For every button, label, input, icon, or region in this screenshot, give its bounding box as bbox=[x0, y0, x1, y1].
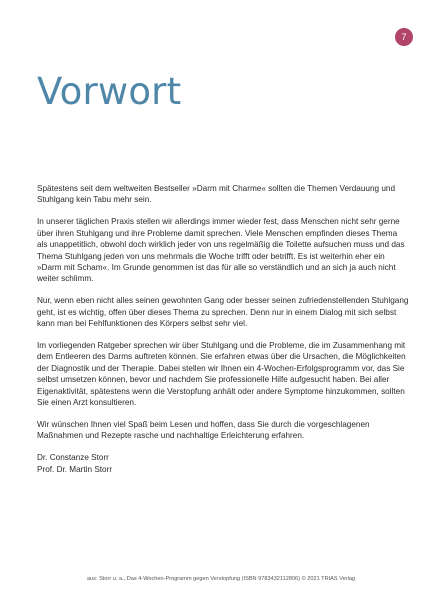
page-number-badge: 7 bbox=[395, 28, 413, 46]
page-title: Vorwort bbox=[37, 70, 182, 113]
paragraph-5: Wir wünschen Ihnen viel Spaß beim Lesen und hoffen, dass Sie durch die vorgeschlagenen Maßnahmen und Rezepte rasche und nachhaltige Erleichterung erfahren. bbox=[37, 419, 370, 441]
author-2: Prof. Dr. Martin Storr bbox=[37, 464, 113, 474]
paragraph-1: Spätestens seit dem weltweiten Bestseller »Darm mit Charme« sollten die Themen Verdauung und Stuhlgang kein Tabu mehr sein. bbox=[37, 184, 396, 205]
paragraph-3: Nur, wenn eben nicht alles seinen gewohnten Gang oder besser seinen zufriedenstellenden Stuhlgang geht, ist es wichtig, offen über dieses Thema zu sprechen. Denn nur in einem Dialog mit sich selbst kann man bei Fehlfunktionen des Körpers selbst sehr viel. bbox=[37, 296, 409, 329]
signature-block bbox=[37, 452, 409, 475]
paragraph-2: In unserer täglichen Praxis stellen wir allerdings immer wieder fest, dass Menschen nicht sehr gerne über ihren Stuhlgang und ihre Probleme damit sprechen. Viele Menschen empfinden dieses Thema als unappetitlich, obwohl doch wirklich jeder von uns regelmäßig die Toilette aufsuchen muss und das Thema Stuhlgang jeden von uns mehrmals die Woche trifft oder betrifft. Es ist weiterhin eher ein »Darm mit Scham«. Im Grunde genommen ist das für alle so verständlich und an sich ja auch nicht weiter schlimm. bbox=[37, 217, 405, 284]
author-1: Dr. Constanze Storr bbox=[37, 453, 109, 463]
foreword-body bbox=[37, 183, 409, 475]
copyright-footer: aus: Storr u. a., Das 4-Wochen-Programm gegen Verstopfung (ISBN 9783432112806) © 2021 TRIAS Verlag bbox=[86, 576, 356, 582]
paragraph-4: Im vorliegenden Ratgeber sprechen wir über Stuhlgang und die Probleme, die im Zusammenhang mit dem Entleeren des Darms auftreten können. Sie erfahren etwas über die Ursachen, die Möglichkeiten der Diagnostik und der Therapie. Dabei stellen wir Ihnen ein 4-Wochen-Erfolgsprogramm vor, das Sie selbst umsetzen können, bevor und nachdem Sie professionelle Hilfe aufgesucht haben. Bei aller Eigenaktivität, spätestens wenn die Verstopfung anhält oder andere Symptome hinzukommen, sollten Sie einen Arzt konsultieren. bbox=[37, 340, 406, 407]
